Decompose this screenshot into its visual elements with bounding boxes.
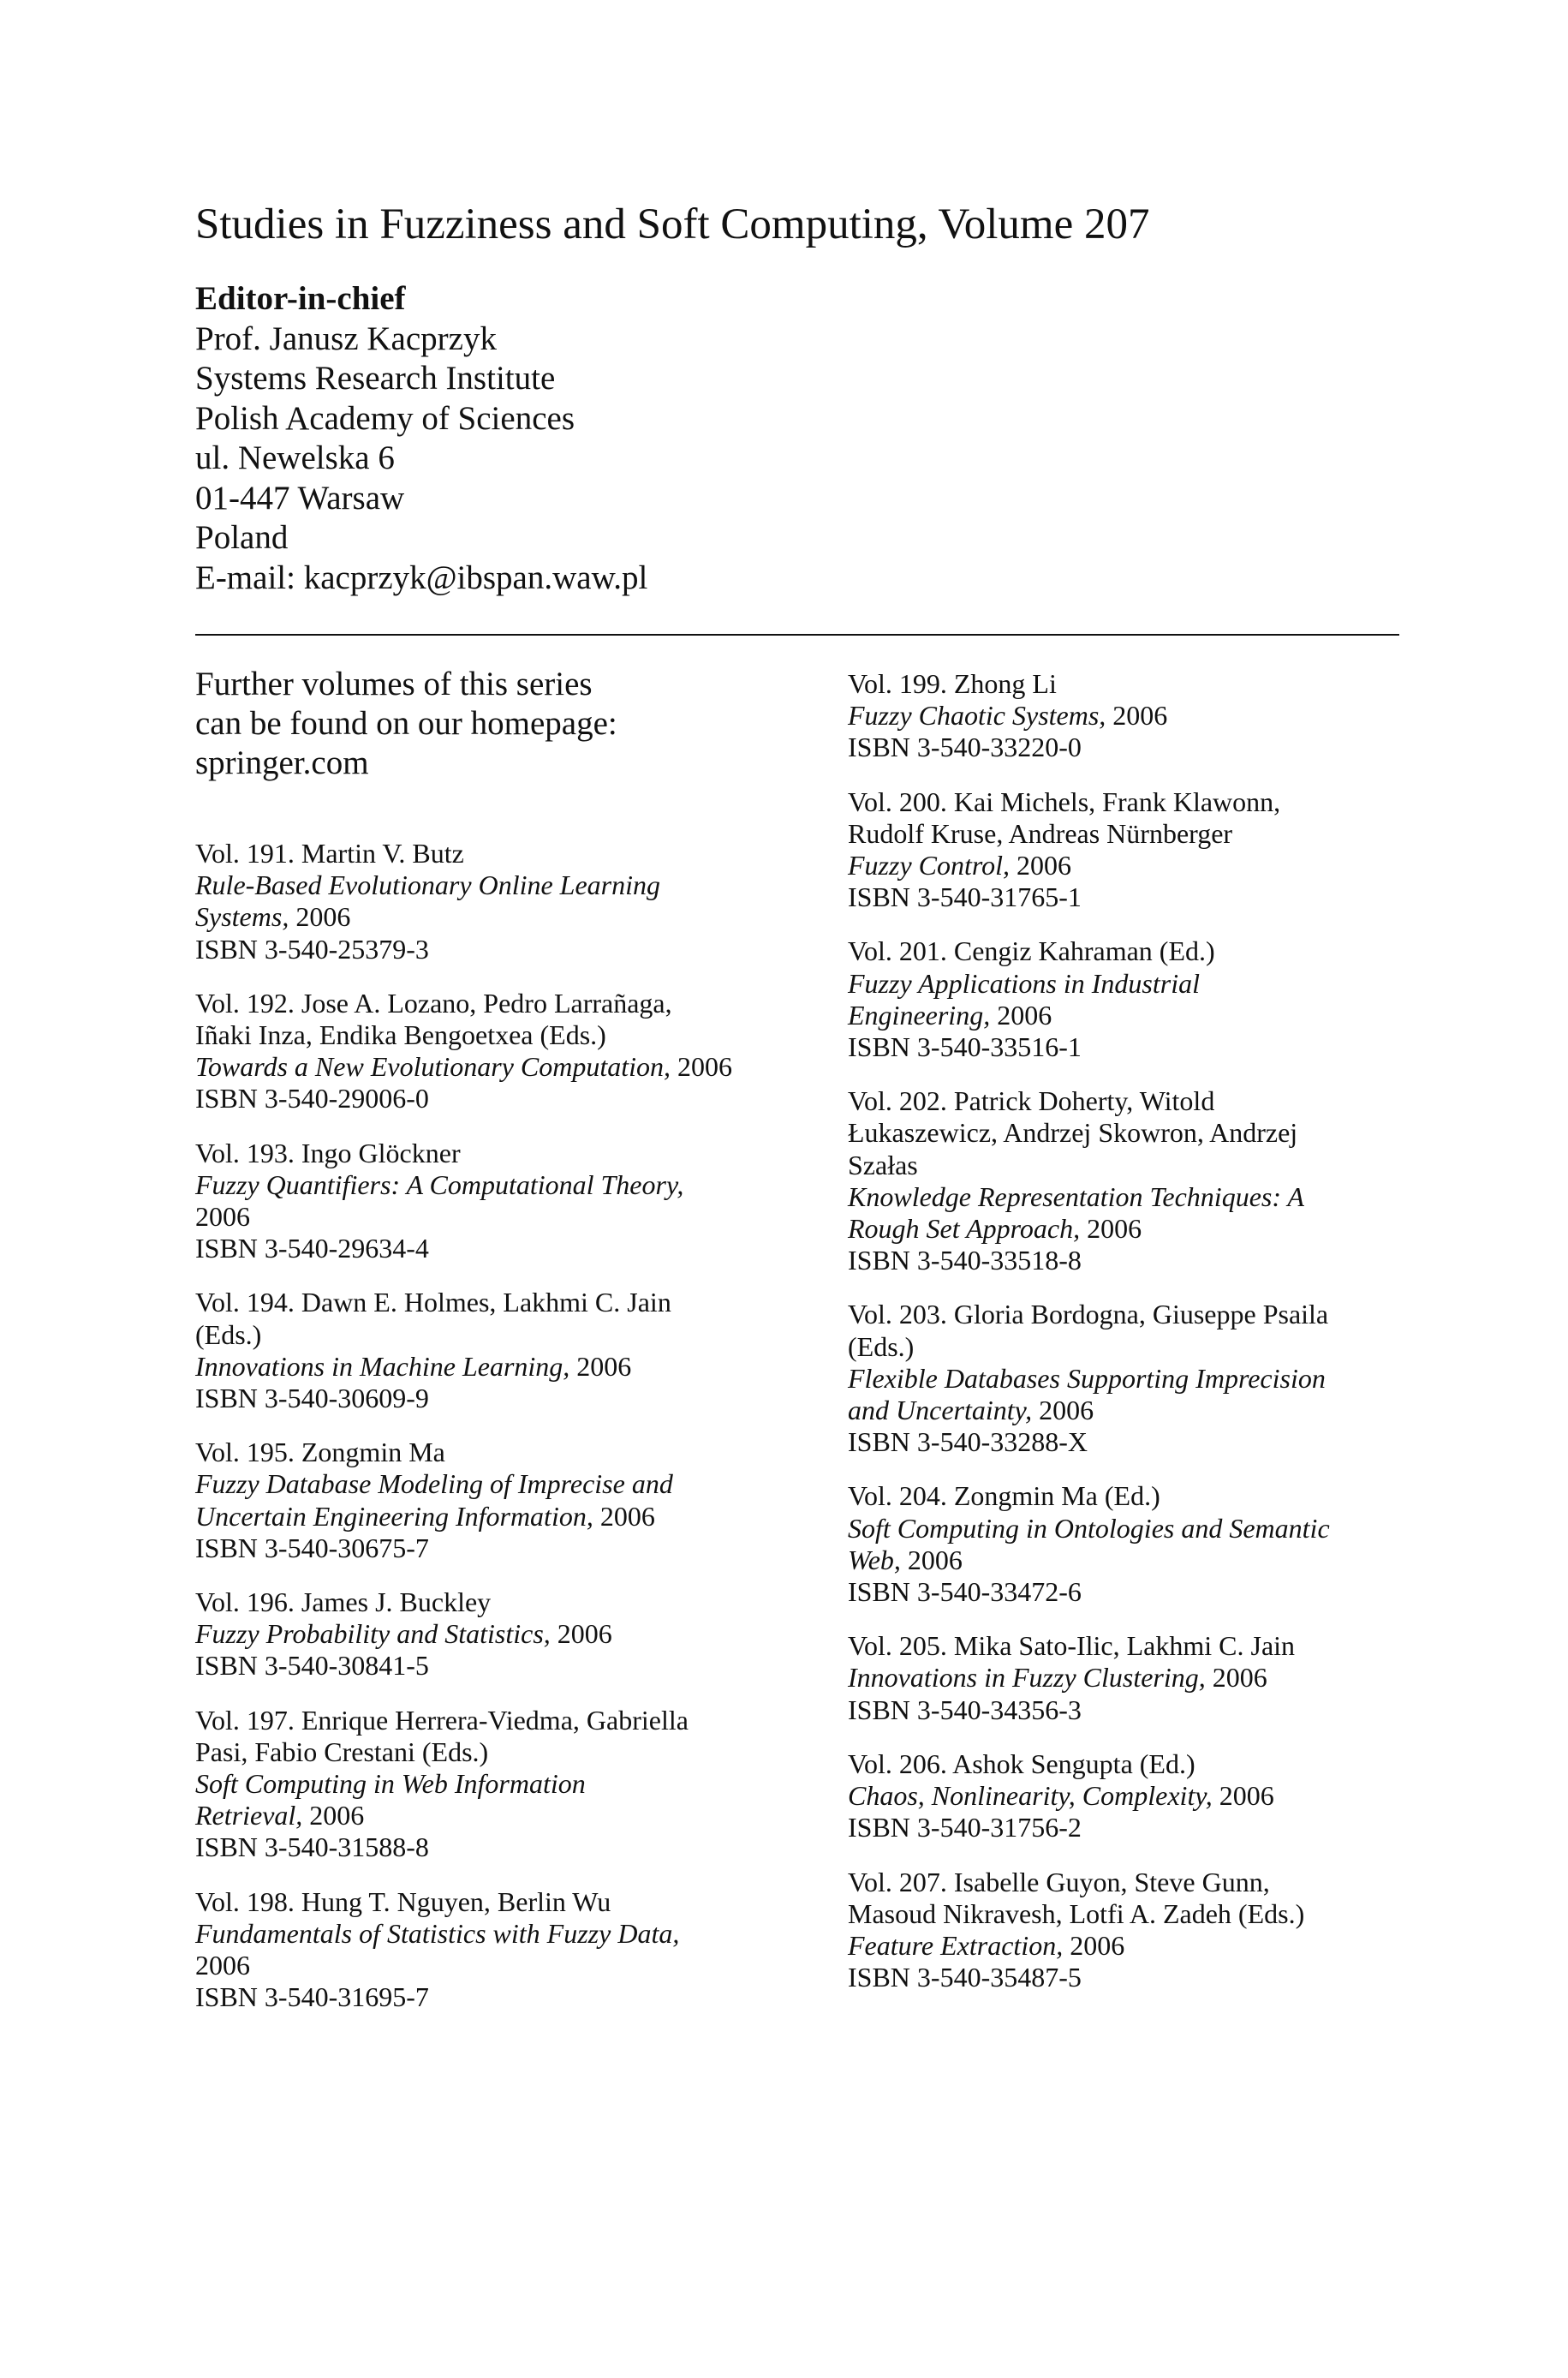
volume-isbn: ISBN 3-540-35487-5: [848, 1962, 1082, 1993]
volume-entry: [848, 1299, 1447, 1458]
volume-authors: Iñaki Inza, Endika Bengoetxea (Eds.): [195, 1019, 606, 1051]
volume-title-line: [195, 1468, 795, 1500]
volume-authors: Vol. 193. Ingo Glöckner: [195, 1137, 461, 1168]
volume-entry: [195, 1437, 795, 1564]
volume-title: Soft Computing in Web Information: [195, 1768, 586, 1800]
volume-authors: Vol. 196. James J. Buckley: [195, 1586, 492, 1618]
volume-authors: Vol. 198. Hung T. Nguyen, Berlin Wu: [195, 1885, 611, 1917]
volume-title-line: [848, 1930, 1447, 1962]
volume-title-line: [848, 1181, 1447, 1213]
volume-authors: Szałas: [848, 1149, 918, 1180]
volume-isbn: ISBN 3-540-31756-2: [848, 1812, 1082, 1843]
volume-title-line: [848, 850, 1447, 881]
volume-title: Flexible Databases Supporting Imprecision: [848, 1362, 1326, 1394]
volume-entry: [848, 786, 1447, 914]
volume-title: Knowledge Representation Techniques: A: [848, 1180, 1304, 1212]
volume-title-line: [848, 1780, 1447, 1812]
volume-title-line: [195, 1501, 795, 1533]
volume-title: Chaos, Nonlinearity, Complexity,: [848, 1780, 1213, 1812]
volume-title-line: [848, 1513, 1447, 1545]
homepage-link: springer.com: [195, 744, 369, 781]
volume-title-line: [848, 968, 1447, 1000]
volume-title-line: [848, 1213, 1447, 1245]
volume-title: Fuzzy Control,: [848, 850, 1011, 881]
volume-title-line: [195, 1800, 795, 1831]
volume-isbn: ISBN 3-540-33220-0: [848, 732, 1082, 763]
volume-authors: Vol. 203. Gloria Bordogna, Giuseppe Psaila: [848, 1299, 1329, 1330]
volume-title-line: [848, 1545, 1447, 1576]
volume-title: Fuzzy Probability and Statistics,: [195, 1618, 551, 1650]
volume-authors: Vol. 200. Kai Michels, Frank Klawonn,: [848, 786, 1281, 817]
volume-entry: [848, 1867, 1447, 1994]
volume-isbn: ISBN 3-540-31765-1: [848, 881, 1082, 913]
volume-year: 2006: [195, 1201, 250, 1233]
editor-academy: Polish Academy of Sciences: [195, 399, 575, 437]
volume-year: 2006: [1219, 1780, 1274, 1812]
volume-entry: [195, 1705, 795, 1864]
volume-title: Rough Set Approach,: [848, 1213, 1081, 1245]
volume-entry: [195, 1886, 795, 2014]
volume-title-line: [848, 1395, 1447, 1426]
volume-title: Fuzzy Quantifiers: A Computational Theory,: [195, 1168, 684, 1200]
series-title: Studies in Fuzziness and Soft Computing, Volume 207: [195, 200, 1150, 248]
volume-title-line: [195, 1351, 795, 1383]
volume-isbn: ISBN 3-540-30675-7: [195, 1532, 429, 1563]
volume-authors: Vol. 205. Mika Sato-Ilic, Lakhmi C. Jain: [848, 1630, 1296, 1662]
volume-isbn: ISBN 3-540-25379-3: [195, 933, 429, 965]
volume-authors: (Eds.): [848, 1330, 915, 1362]
volume-isbn: ISBN 3-540-30841-5: [195, 1650, 429, 1682]
volume-title-line: [195, 901, 795, 933]
volume-title: Innovations in Machine Learning,: [195, 1350, 570, 1382]
volume-year: 2006: [1212, 1662, 1267, 1694]
volume-year: 2006: [997, 999, 1052, 1031]
volume-isbn: ISBN 3-540-31695-7: [195, 1981, 429, 2013]
volume-isbn: ISBN 3-540-29634-4: [195, 1233, 429, 1264]
volume-year: 2006: [599, 1500, 655, 1532]
volume-title: Fuzzy Database Modeling of Imprecise and: [195, 1468, 673, 1500]
volume-year: 2006: [1112, 700, 1168, 732]
editor-country: Poland: [195, 519, 289, 556]
volume-title-line: [848, 700, 1447, 732]
volume-title-line: [195, 1618, 795, 1650]
editor-name: Prof. Janusz Kacprzyk: [195, 320, 497, 357]
further-line: can be found on our homepage:: [195, 705, 617, 742]
horizontal-divider: [195, 634, 1399, 636]
volume-authors: Vol. 192. Jose A. Lozano, Pedro Larrañaga,: [195, 987, 672, 1019]
volume-entry: [195, 1138, 795, 1265]
editor-block: [195, 279, 647, 598]
volume-year: 2006: [195, 1950, 250, 1981]
volume-isbn: ISBN 3-540-30609-9: [195, 1383, 429, 1414]
further-volumes-note: [195, 665, 617, 783]
volume-title-line: [195, 1169, 795, 1201]
volume-authors: Rudolf Kruse, Andreas Nürnberger: [848, 817, 1233, 849]
volume-title: Innovations in Fuzzy Clustering,: [848, 1662, 1206, 1694]
volume-entry: [848, 1480, 1447, 1608]
volume-title: and Uncertainty,: [848, 1395, 1033, 1426]
volume-authors: Vol. 206. Ashok Sengupta (Ed.): [848, 1748, 1195, 1779]
volume-authors: Vol. 197. Enrique Herrera-Viedma, Gabriella: [195, 1704, 689, 1736]
volume-authors: Vol. 191. Martin V. Butz: [195, 838, 464, 869]
volume-isbn: ISBN 3-540-33516-1: [848, 1031, 1082, 1063]
volume-year: 2006: [295, 901, 351, 933]
volume-list-right: [848, 668, 1447, 2016]
volume-title: Fundamentals of Statistics with Fuzzy Data,: [195, 1917, 680, 1949]
volume-year: 2006: [907, 1544, 963, 1575]
volume-authors: (Eds.): [195, 1318, 262, 1350]
volume-isbn: ISBN 3-540-34356-3: [848, 1694, 1082, 1725]
volume-title-line: [195, 1918, 795, 1950]
volume-authors: Masoud Nikravesh, Lotfi A. Zadeh (Eds.): [848, 1897, 1305, 1929]
volume-authors: Vol. 195. Zongmin Ma: [195, 1437, 445, 1468]
volume-year: 2006: [1017, 850, 1072, 881]
volume-entry: [195, 838, 795, 965]
volume-title: Soft Computing in Ontologies and Semantic: [848, 1512, 1330, 1544]
volume-title-line: [848, 1363, 1447, 1395]
volume-entry: [195, 1287, 795, 1414]
volume-year: 2006: [1039, 1395, 1094, 1426]
volume-year: 2006: [1070, 1929, 1125, 1961]
volume-entry: [848, 935, 1447, 1063]
volume-entry: [195, 988, 795, 1115]
volume-title: Engineering,: [848, 999, 991, 1031]
volume-title: Retrieval,: [195, 1800, 303, 1831]
volume-authors: Vol. 202. Patrick Doherty, Witold: [848, 1085, 1215, 1117]
volume-isbn: ISBN 3-540-33472-6: [848, 1576, 1082, 1608]
volume-title: Fuzzy Applications in Industrial: [848, 967, 1200, 999]
volume-title: Web,: [848, 1544, 901, 1575]
volume-entry: [848, 1630, 1447, 1726]
volume-title: Systems,: [195, 901, 289, 933]
volume-title: Uncertain Engineering Information,: [195, 1500, 593, 1532]
volume-authors: Pasi, Fabio Crestani (Eds.): [195, 1736, 489, 1767]
editor-street: ul. Newelska 6: [195, 439, 395, 476]
volume-authors: Vol. 204. Zongmin Ma (Ed.): [848, 1480, 1160, 1512]
volume-authors: Vol. 194. Dawn E. Holmes, Lakhmi C. Jain: [195, 1287, 671, 1318]
volume-title-line: [195, 869, 795, 901]
volume-entry: [848, 668, 1447, 764]
volume-isbn: ISBN 3-540-29006-0: [195, 1083, 429, 1114]
volume-title: Rule-Based Evolutionary Online Learning: [195, 869, 661, 901]
volume-entry: [848, 1748, 1447, 1844]
volume-year: 2006: [557, 1618, 612, 1650]
editor-city: 01-447 Warsaw: [195, 479, 405, 517]
further-line: Further volumes of this series: [195, 666, 593, 702]
volume-title-line: [195, 1768, 795, 1800]
volume-authors: Łukaszewicz, Andrzej Skowron, Andrzej: [848, 1117, 1298, 1149]
volume-title-line: [195, 1051, 795, 1083]
volume-year: 2006: [576, 1350, 632, 1382]
volume-year: 2006: [677, 1051, 733, 1083]
volume-year: 2006: [309, 1800, 365, 1831]
volume-title-line: [848, 1000, 1447, 1031]
volume-entry: [195, 1586, 795, 1682]
volume-year: 2006: [1087, 1213, 1142, 1245]
volume-isbn: ISBN 3-540-31588-8: [195, 1831, 429, 1863]
volume-isbn: ISBN 3-540-33518-8: [848, 1245, 1082, 1276]
volume-list-left: [195, 838, 795, 2036]
volume-authors: Vol. 201. Cengiz Kahraman (Ed.): [848, 935, 1215, 967]
volume-authors: Vol. 199. Zhong Li: [848, 668, 1057, 699]
volume-entry: [848, 1085, 1447, 1276]
volume-isbn: ISBN 3-540-33288-X: [848, 1426, 1088, 1458]
volume-title: Towards a New Evolutionary Computation,: [195, 1051, 671, 1083]
editor-email: E-mail: kacprzyk@ibspan.waw.pl: [195, 559, 648, 596]
editor-institute: Systems Research Institute: [195, 360, 556, 397]
volume-title: Feature Extraction,: [848, 1929, 1064, 1961]
editor-heading: Editor-in-chief: [195, 280, 406, 317]
volume-title-line: [848, 1662, 1447, 1694]
volume-title: Fuzzy Chaotic Systems,: [848, 700, 1106, 732]
volume-authors: Vol. 207. Isabelle Guyon, Steve Gunn,: [848, 1866, 1270, 1897]
